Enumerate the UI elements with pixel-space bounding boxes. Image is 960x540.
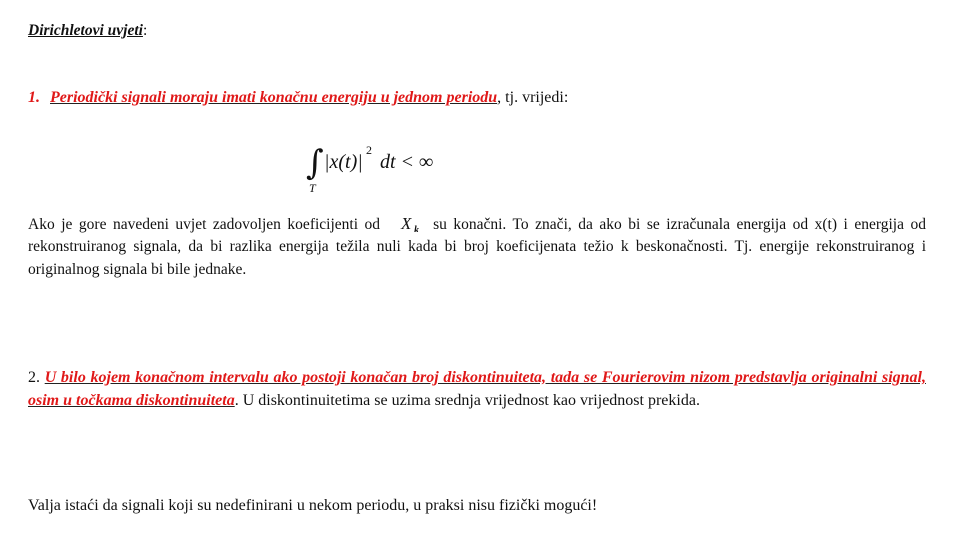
condition-2-number: 2. (28, 369, 40, 386)
condition-2-highlight: U bilo kojem konačnom intervalu ako postoji konačan broj diskontinuiteta, tada se Fourierovim nizom predstavlja originalni signal, osim u točkama diskontinuiteta (28, 369, 926, 410)
paragraph-1 (28, 214, 926, 281)
energy-formula (306, 136, 486, 196)
formula-tail: dt < ∞ (380, 151, 434, 173)
paragraph-1-part1: Ako je gore navedeni uvjet zadovoljen koeficijenti od (28, 216, 381, 233)
section-title (28, 20, 926, 42)
coefficient-symbol (389, 216, 425, 232)
condition-2-rest: . U diskontinuitetima se uzima srednja vrijednost kao vrijednost prekida. (234, 392, 700, 410)
formula-subscript: T (309, 181, 316, 195)
condition-1-number: 1. (28, 89, 40, 106)
formula-integral: ∫ (306, 143, 324, 183)
condition-2 (28, 366, 926, 412)
condition-1-rest: , tj. vrijedi: (497, 89, 569, 106)
paragraph-1-part2: su konačni. To znači, da ako bi se izračunala energija od x(t) i energija od rekonstruiranog signala, da bi razlika energija težila nuli kada bi broj koeficijenata težio k beskonačnosti. Tj. energije rekonstruiranog i originalnog signala bi bile jednake. (28, 216, 926, 278)
coefficient-symbol-k: k (413, 225, 419, 232)
formula-power: 2 (366, 143, 372, 157)
coefficient-symbol-x: X (400, 216, 411, 232)
title-colon: : (142, 22, 148, 39)
title-text: Dirichletovi uvjeti (28, 22, 143, 39)
formula-body: |x(t)| (324, 151, 363, 173)
condition-1 (28, 86, 926, 109)
condition-1-highlight: Periodički signali moraju imati konačnu energiju u jednom periodu (50, 89, 498, 106)
closing-remark: Valja istaći da signali koji su nedefinirani u nekom periodu, u praksi nisu fizički mogući! (28, 497, 598, 514)
